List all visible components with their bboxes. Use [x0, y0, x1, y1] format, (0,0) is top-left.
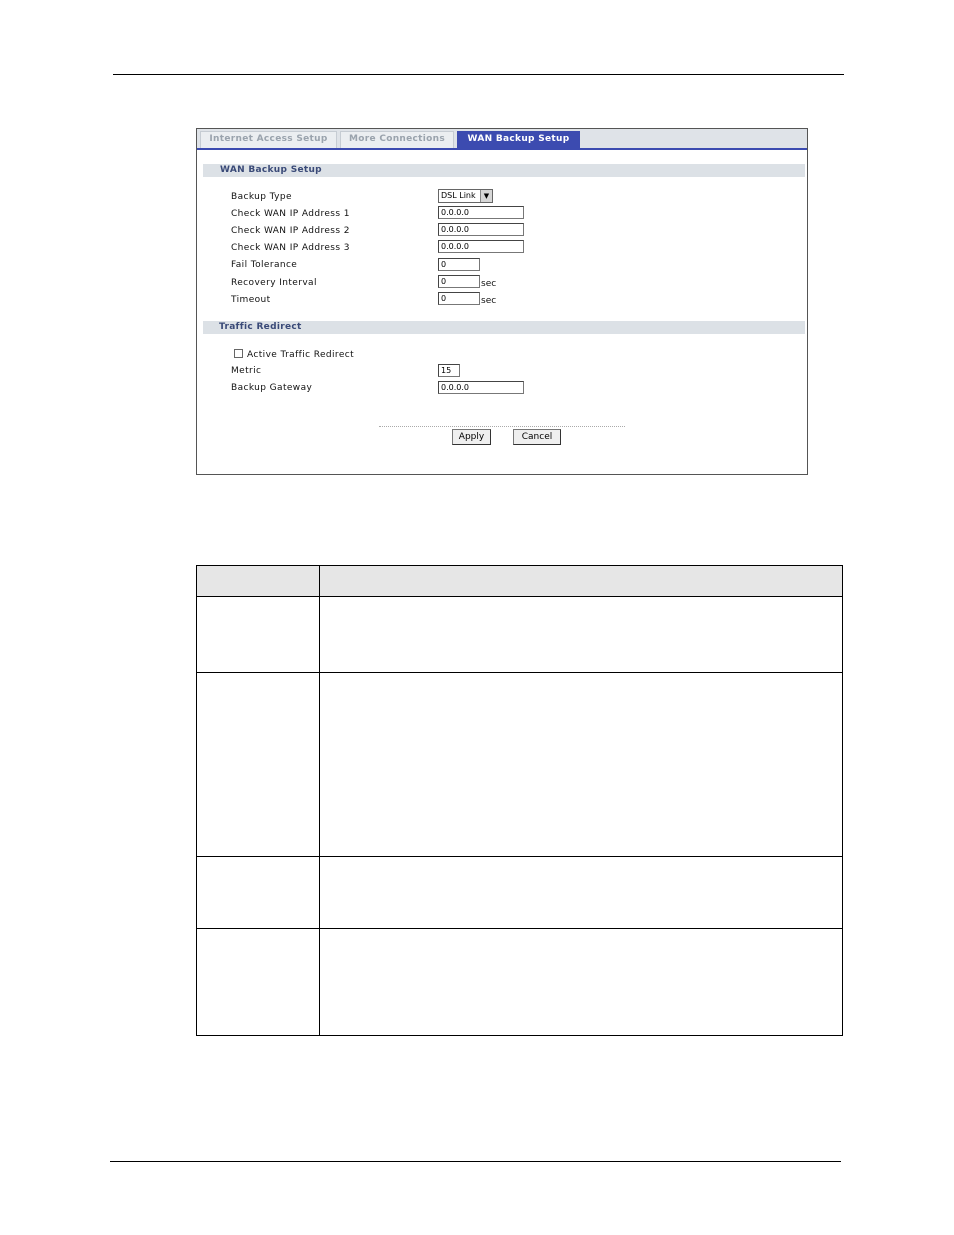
timeout-input[interactable]: 0: [438, 292, 480, 305]
fail-tolerance-input[interactable]: 0: [438, 258, 480, 271]
fail-tolerance-label: Fail Tolerance: [231, 260, 298, 270]
table-cell: [320, 597, 843, 673]
check-ip2-input[interactable]: 0.0.0.0: [438, 223, 524, 236]
backup-gateway-label: Backup Gateway: [231, 383, 313, 393]
backup-gateway-input[interactable]: 0.0.0.0: [438, 381, 524, 394]
tab-wan-backup-setup[interactable]: WAN Backup Setup: [457, 131, 580, 148]
timeout-unit: sec: [481, 296, 497, 306]
table-cell: [197, 929, 320, 1036]
recovery-interval-unit: sec: [481, 279, 497, 289]
table-header-cell: [197, 566, 320, 597]
recovery-interval-label: Recovery Interval: [231, 278, 317, 288]
check-ip1-label: Check WAN IP Address 1: [231, 209, 350, 219]
backup-type-value: DSL Link: [441, 191, 476, 200]
table-cell: [320, 857, 843, 929]
section-title-wan-backup: WAN Backup Setup: [203, 164, 805, 177]
check-ip3-input[interactable]: 0.0.0.0: [438, 240, 524, 253]
backup-type-label: Backup Type: [231, 192, 292, 202]
table-row: [197, 597, 843, 673]
footer-rule: [110, 1161, 841, 1162]
wan-backup-screenshot: [196, 128, 808, 475]
header-rule: [113, 74, 844, 75]
apply-button[interactable]: Apply: [452, 429, 491, 445]
table-cell: [320, 929, 843, 1036]
metric-label: Metric: [231, 366, 262, 376]
table-cell: [197, 857, 320, 929]
table-cell: [197, 673, 320, 857]
tab-internet-access-setup[interactable]: Internet Access Setup: [200, 131, 337, 148]
tab-more-connections[interactable]: More Connections: [340, 131, 454, 148]
table-header-cell: [320, 566, 843, 597]
table-row: [197, 857, 843, 929]
timeout-label: Timeout: [231, 295, 271, 305]
table-header-row: [197, 566, 843, 597]
table-cell: [197, 597, 320, 673]
table-row: [197, 929, 843, 1036]
active-traffic-redirect-checkbox[interactable]: [234, 349, 243, 358]
backup-type-select[interactable]: [438, 189, 493, 203]
check-ip2-label: Check WAN IP Address 2: [231, 226, 350, 236]
check-ip3-label: Check WAN IP Address 3: [231, 243, 350, 253]
active-traffic-redirect-label: Active Traffic Redirect: [247, 350, 355, 360]
table-cell: [320, 673, 843, 857]
section-title-traffic-redirect: Traffic Redirect: [203, 321, 805, 334]
chevron-down-icon: ▼: [480, 190, 492, 202]
tab-bar: [197, 129, 807, 150]
button-divider: [379, 426, 625, 427]
recovery-interval-input[interactable]: 0: [438, 275, 480, 288]
table-row: [197, 673, 843, 857]
cancel-button[interactable]: Cancel: [513, 429, 561, 445]
check-ip1-input[interactable]: 0.0.0.0: [438, 206, 524, 219]
metric-input[interactable]: 15: [438, 364, 460, 377]
field-description-table: [196, 565, 843, 1036]
